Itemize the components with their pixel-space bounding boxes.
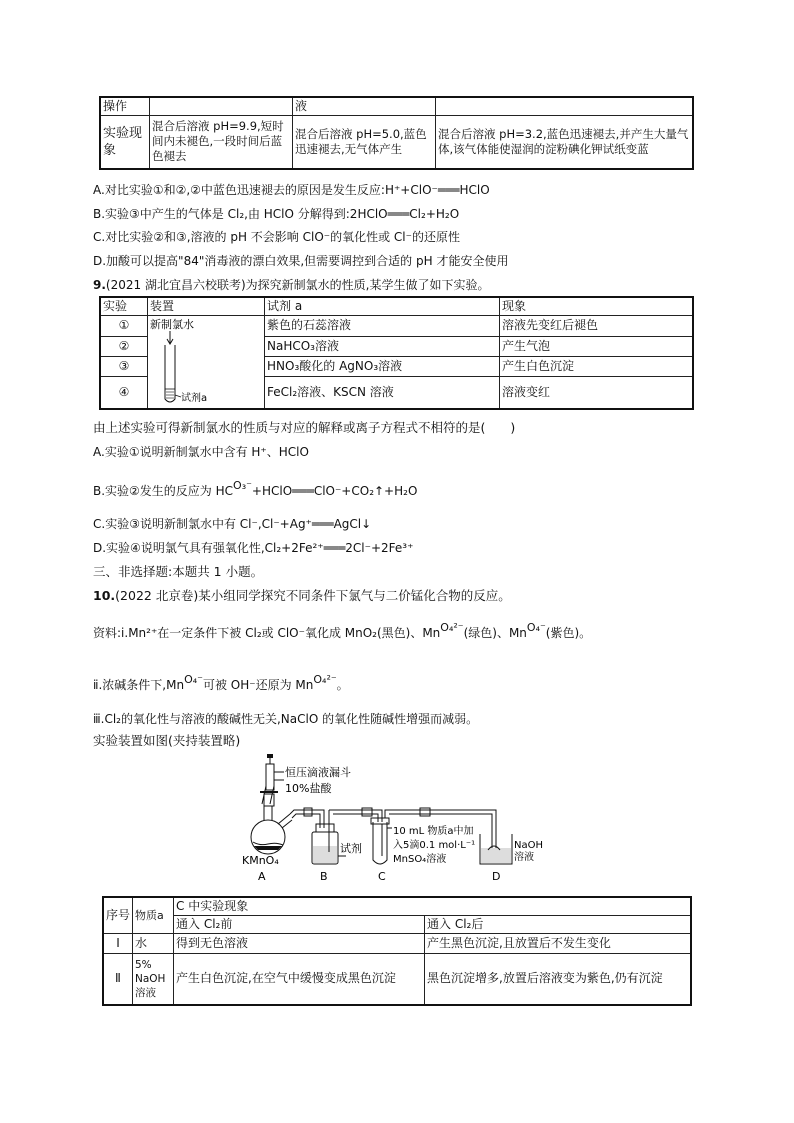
- q10-header-before: 通入 Cl₂前: [174, 915, 425, 933]
- q9-option-a: A.实验①说明新制氯水中含有 H⁺、HClO: [93, 445, 309, 459]
- diagram-acid: 10%盐酸: [285, 782, 332, 795]
- q10-info-2-pre: ⅱ.浓碱条件下,Mn: [93, 678, 185, 692]
- q10-info-1-mid: (绿色)、Mn: [463, 626, 527, 640]
- q9-option-b-ion: O₃⁻: [233, 479, 252, 492]
- top-table-head: 实验现象: [100, 115, 150, 169]
- top-table: [99, 96, 694, 170]
- q9-row-result: 产生白色沉淀: [500, 356, 694, 376]
- q10-info-1-ion2: O₄⁻: [526, 621, 546, 634]
- diagram-label-c: C: [378, 870, 386, 883]
- q10-info-3: ⅲ.Cl₂的氧化性与溶液的酸碱性无关,NaClO 的氧化性随碱性增强而减弱。: [93, 712, 479, 726]
- q9-number: 9.: [93, 278, 106, 292]
- diagram-c-line1: 10 mL 物质a中加: [393, 826, 474, 837]
- top-table-cell: [436, 97, 694, 115]
- q9-row-no: ②: [100, 336, 148, 356]
- q10-row-after: 黑色沉淀增多,放置后溶液变为紫色,仍有沉淀: [425, 953, 692, 1005]
- q10-info-1: [93, 622, 591, 645]
- q9-question: 由上述实验可得新制氯水的性质与对应的解释或离子方程式不相符的是( ): [93, 420, 516, 435]
- top-table-cell: 混合后溶液 pH=5.0,蓝色迅速褪去,无气体产生: [293, 115, 436, 169]
- q10-info-2-post: 。: [336, 678, 349, 692]
- q10-info-2-ion2: O₄²⁻: [313, 673, 337, 686]
- q10-header-after: 通入 Cl₂后: [425, 915, 692, 933]
- diagram-funnel: 恒压滴液漏斗: [285, 766, 351, 779]
- q10-row-after: 产生黑色沉淀,且放置后不发生变化: [425, 933, 692, 953]
- q9-apparatus: [148, 317, 258, 407]
- q10-row-substance: 5% NaOH 溶液: [133, 953, 174, 1005]
- q9-row-reagent: FeCl₂溶液、KSCN 溶液: [265, 376, 500, 409]
- diagram-c-line3: MnSO₄溶液: [393, 854, 447, 865]
- q9-option-b-pre: B.实验②发生的反应为 HC: [93, 484, 234, 498]
- diagram-label-b: B: [320, 870, 328, 883]
- top-table-cell: 混合后溶液 pH=9.9,短时间内未褪色,一段时间后蓝色褪去: [150, 115, 293, 169]
- q9-row-reagent: NaHCO₃溶液: [265, 336, 500, 356]
- q9-option-b-post: +HClO═══ClO⁻+CO₂↑+H₂O: [251, 484, 418, 498]
- section-heading: 三、非选择题:本题共 1 小题。: [93, 564, 264, 579]
- q10-info-2-mid: 可被 OH⁻还原为 Mn: [202, 678, 314, 692]
- q9-row-reagent: HNO₃酸化的 AgNO₃溶液: [265, 356, 500, 376]
- diagram-reagent: 试剂: [340, 842, 362, 855]
- q10-header-group: C 中实验现象: [174, 897, 692, 915]
- q8-option-a: A.对比实验①和②,②中蓝色迅速褪去的原因是发生反应:H⁺+ClO⁻═══HClO: [93, 183, 490, 197]
- q8-option-c: C.对比实验②和③,溶液的 pH 不会影响 ClO⁻的氧化性或 Cl⁻的还原性: [93, 230, 460, 244]
- q9-header: 现象: [500, 297, 694, 315]
- q10-info-2: [93, 674, 349, 697]
- apparatus-label: 新制氯水: [150, 317, 194, 331]
- q9-row-result: 溶液变红: [500, 376, 694, 409]
- q9-row-no: ①: [100, 315, 148, 336]
- apparatus-diagram: [240, 752, 560, 887]
- q9-header: 试剂 a: [265, 297, 500, 315]
- top-table-cell: 液: [293, 97, 436, 115]
- q10-stem: [93, 588, 511, 604]
- top-table-cell: [150, 97, 293, 115]
- q9-row-no: ④: [100, 376, 148, 409]
- q9-stem-text: (2021 湖北宜昌六校联考)为探究新制氯水的性质,某学生做了如下实验。: [105, 278, 490, 292]
- top-table-cell: 混合后溶液 pH=3.2,蓝色迅速褪去,并产生大量气体,该气体能使湿润的淀粉碘化钾试纸变蓝: [436, 115, 694, 169]
- q10-info-1-ion1: O₄²⁻: [440, 621, 464, 634]
- q10-row-substance: 水: [133, 933, 174, 953]
- diagram-naoh2: 溶液: [514, 852, 534, 863]
- q10-row-no: Ⅱ: [103, 953, 133, 1005]
- q9-header: 装置: [148, 297, 265, 315]
- q10-setup: 实验装置如图(夹持装置略): [93, 733, 241, 748]
- diagram-kmno4: KMnO₄: [242, 854, 279, 867]
- q10-row-before: 得到无色溶液: [174, 933, 425, 953]
- q9-option-d: D.实验④说明氯气具有强氧化性,Cl₂+2Fe²⁺═══2Cl⁻+2Fe³⁺: [93, 541, 414, 555]
- diagram-label-a: A: [258, 870, 266, 883]
- q10-header-substance: 物质a: [133, 897, 174, 933]
- q9-row-no: ③: [100, 356, 148, 376]
- q8-option-d: D.加酸可以提高"84"消毒液的漂白效果,但需要调控到合适的 pH 才能安全使用: [93, 254, 509, 268]
- diagram-c-line2: 入5滴0.1 mol·L⁻¹: [393, 840, 476, 851]
- q10-header-no: 序号: [103, 897, 133, 933]
- q10-table: [102, 896, 692, 1006]
- q10-info-1-post: (紫色)。: [545, 626, 592, 640]
- diagram-label-d: D: [492, 870, 501, 883]
- q10-number: 10.: [93, 588, 116, 603]
- q10-row-no: Ⅰ: [103, 933, 133, 953]
- q8-option-b: B.实验③中产生的气体是 Cl₂,由 HClO 分解得到:2HClO═══Cl₂+H₂O: [93, 207, 460, 221]
- q9-table: [99, 296, 694, 410]
- q9-apparatus-cell: [148, 315, 265, 409]
- diagram-naoh1: NaOH: [514, 840, 543, 851]
- q10-row-before: 产生白色沉淀,在空气中缓慢变成黑色沉淀: [174, 953, 425, 1005]
- q9-stem: [93, 277, 489, 293]
- q9-header: 实验: [100, 297, 148, 315]
- q9-option-b: [93, 480, 417, 503]
- q9-option-c: C.实验③说明新制氯水中有 Cl⁻,Cl⁻+Ag⁺═══AgCl↓: [93, 517, 372, 531]
- q9-row-result: 产生气泡: [500, 336, 694, 356]
- q9-row-result: 溶液先变红后褪色: [500, 315, 694, 336]
- q10-info-1-pre: 资料:ⅰ.Mn²⁺在一定条件下被 Cl₂或 ClO⁻氧化成 MnO₂(黑色)、Mn: [93, 626, 441, 640]
- q10-stem-text: (2022 北京卷)某小组同学探究不同条件下氯气与二价锰化合物的反应。: [115, 588, 511, 603]
- q10-info-2-ion1: O₄⁻: [184, 673, 203, 686]
- q9-row-reagent: 紫色的石蕊溶液: [265, 315, 500, 336]
- top-table-cell: 操作: [100, 97, 150, 115]
- apparatus-reagent: 试剂a: [181, 392, 208, 404]
